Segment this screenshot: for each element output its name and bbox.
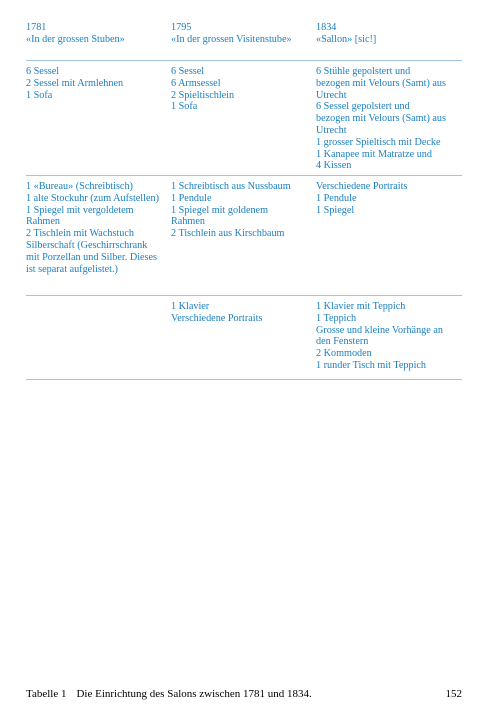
item-line: Rahmen — [26, 216, 60, 228]
item-line: 1 Spiegel mit vergoldetem — [26, 204, 134, 216]
table-cell — [26, 66, 171, 175]
item-line: 1 runder Tisch mit Teppich — [316, 359, 427, 371]
item-line: 6 Sessel — [26, 66, 60, 77]
table-cell — [316, 301, 462, 379]
item-line: 2 Tischlein aus Kirschbaum — [171, 228, 285, 240]
table-cell — [171, 66, 316, 175]
table-cell — [26, 181, 171, 295]
item-line: 6 Stühle gepolstert und — [316, 66, 411, 77]
table-cell — [171, 181, 316, 295]
table-caption — [26, 688, 312, 700]
item-line: 6 Sessel — [171, 66, 205, 77]
header-cell-1795 — [171, 22, 316, 60]
caption-label: Tabelle 1 — [26, 688, 67, 700]
header-cell-1834 — [316, 22, 462, 60]
table-cell-empty — [26, 301, 171, 379]
header-year: 1834 — [316, 22, 337, 33]
header-room: «In der grossen Visitenstube» — [171, 33, 292, 45]
item-line: Verschiedene Portraits — [316, 181, 408, 192]
item-line: Rahmen — [171, 216, 205, 228]
table-row — [26, 296, 462, 380]
item-line: Utrecht — [316, 89, 347, 101]
item-line: 2 Kommoden — [316, 348, 372, 360]
item-line: 1 Klavier — [171, 301, 210, 312]
item-line: 1 grosser Spieltisch mit Decke — [316, 136, 441, 148]
header-room: «In der grossen Stuben» — [26, 33, 125, 45]
item-line: 1 Pendule — [316, 192, 357, 204]
item-line: 2 Sessel mit Armlehnen — [26, 77, 124, 89]
item-line: 1 Kanapee mit Matratze und — [316, 148, 432, 160]
item-line: 2 Spieltischlein — [171, 89, 235, 101]
header-year: 1795 — [171, 22, 192, 33]
item-line: bezogen mit Velours (Samt) aus — [316, 77, 446, 89]
item-line: 1 Klavier mit Teppich — [316, 301, 406, 312]
item-line: ist separat aufgelistet.) — [26, 263, 118, 275]
caption-text: Die Einrichtung des Salons zwischen 1781 und 1834. — [76, 688, 312, 700]
item-line: 6 Sessel gepolstert und — [316, 101, 410, 113]
header-room: «Sallon» [sic!] — [316, 33, 377, 45]
page-footer — [26, 688, 462, 700]
item-line: Silberschaft (Geschirrschrank — [26, 239, 148, 251]
page-number: 152 — [445, 688, 462, 700]
item-line: 1 Schreibtisch aus Nussbaum — [171, 181, 291, 192]
item-line: 1 Sofa — [26, 89, 53, 101]
item-line: 2 Tischlein mit Wachstuch — [26, 228, 134, 240]
item-line: 1 Pendule — [171, 192, 212, 204]
table-cell — [316, 181, 462, 295]
item-line: Utrecht — [316, 124, 347, 136]
item-line: 6 Armsessel — [171, 77, 221, 89]
item-line: Verschiedene Portraits — [171, 312, 263, 324]
item-line: mit Porzellan und Silber. Dieses — [26, 251, 158, 263]
table-row — [26, 61, 462, 176]
item-line: 4 Kissen — [316, 160, 352, 172]
item-line: 1 Spiegel mit goldenem — [171, 204, 269, 216]
item-line: bezogen mit Velours (Samt) aus — [316, 113, 446, 125]
table-row — [26, 176, 462, 296]
table-cell — [316, 66, 462, 175]
item-line: Grosse und kleine Vorhänge an — [316, 324, 443, 336]
header-year: 1781 — [26, 22, 47, 33]
header-cell-1781 — [26, 22, 171, 60]
table-header-row — [26, 22, 462, 61]
item-line: 1 Spiegel — [316, 204, 355, 216]
item-line: 1 Sofa — [171, 101, 198, 113]
item-line: den Fenstern — [316, 336, 369, 348]
table-cell — [171, 301, 316, 379]
item-line: 1 Teppich — [316, 312, 357, 324]
furnishing-table — [26, 22, 462, 380]
item-line: 1 «Bureau» (Schreibtisch) — [26, 181, 133, 192]
item-line: 1 alte Stockuhr (zum Aufstellen) — [26, 192, 159, 204]
